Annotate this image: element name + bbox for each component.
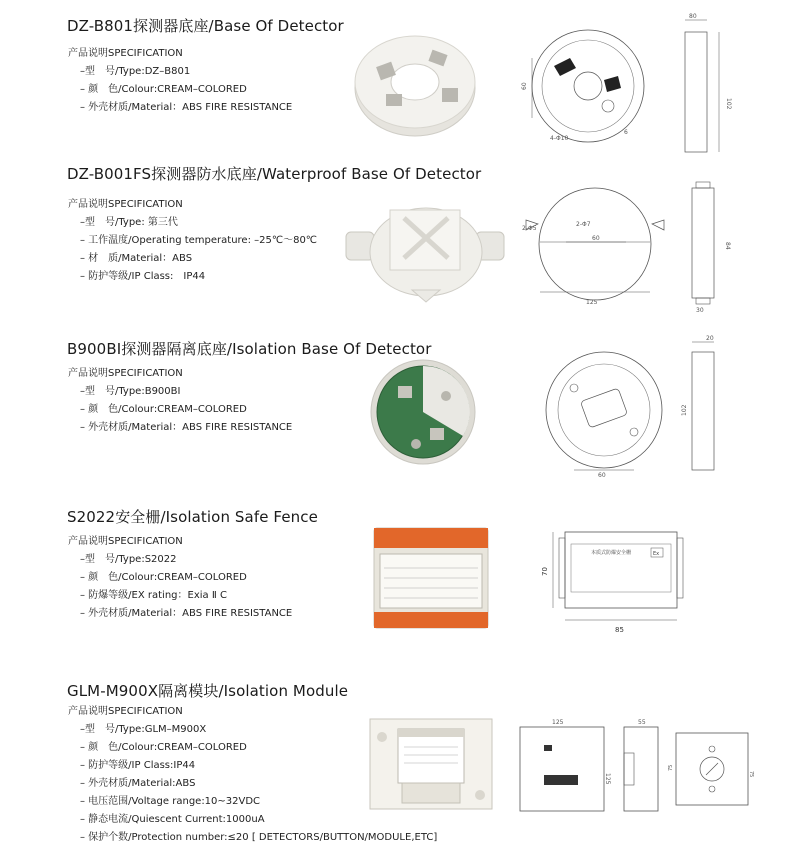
spec-line: – 颜 色/Colour:CREAM–COLORED: [80, 404, 247, 415]
dim-label: 85: [615, 626, 624, 634]
spec-header: 产品说明SPECIFICATION: [68, 706, 183, 717]
spec-line: –型 号/Type: 第三代: [80, 217, 178, 228]
technical-drawing-side: [675, 12, 735, 157]
dim-label: 125: [586, 299, 598, 306]
dim-label: 6: [624, 129, 628, 136]
product-title: S2022安全栅/Isolation Safe Fence: [67, 508, 318, 526]
spec-header: 产品说明SPECIFICATION: [68, 199, 183, 210]
dim-label: 2-Φ5: [522, 225, 537, 232]
product-photo-waterproof-base: [342, 190, 512, 305]
dim-label: 84: [724, 242, 731, 250]
spec-line: – 防爆等级/EX rating：Exia Ⅱ C: [80, 590, 227, 601]
dim-label: 2-Φ7: [576, 221, 591, 228]
spec-block: [68, 365, 292, 437]
product-title: GLM-M900X隔离模块/Isolation Module: [67, 682, 349, 700]
spec-line: –型 号/Type:DZ–B801: [80, 66, 191, 77]
dim-label: 125: [552, 719, 564, 726]
dim-label: 70: [541, 567, 549, 576]
technical-drawing-front: [520, 182, 670, 312]
dim-label: 125: [604, 773, 611, 785]
dim-label: 4-Φ10: [550, 135, 569, 142]
spec-line: – 外壳材质/Material:ABS: [80, 778, 196, 789]
spec-line: – 颜 色/Colour:CREAM–COLORED: [80, 572, 247, 583]
technical-drawing-front: [541, 522, 695, 637]
spec-line: – 颜 色/Colour:CREAM–COLORED: [80, 84, 247, 95]
technical-drawing-side: [680, 180, 740, 315]
product-photo-base: [350, 22, 480, 142]
spec-line: – 防护等级/IP Class: IP44: [80, 271, 206, 282]
dim-label: 60: [592, 235, 600, 242]
technical-drawing-front: [512, 717, 612, 817]
product-photo-safe-fence: [368, 524, 496, 632]
dim-label: 75: [668, 764, 674, 771]
spec-header: 产品说明SPECIFICATION: [68, 368, 183, 379]
product-title: DZ-B801探测器底座/Base Of Detector: [67, 17, 344, 35]
label-text: 本质式防爆安全栅: [591, 550, 632, 556]
spec-line: – 工作温度/Operating temperature: –25℃～80℃: [80, 235, 318, 246]
dim-label: 55: [638, 719, 646, 726]
product-title: DZ-B001FS探测器防水底座/Waterproof Base Of Detector: [67, 165, 482, 183]
dim-label: 20: [706, 335, 714, 342]
dim-label: 60: [598, 472, 606, 479]
product-photo-isolation-base: [368, 352, 478, 472]
spec-line: –型 号/Type:B900BI: [80, 386, 181, 397]
spec-line: – 外壳材质/Material：ABS FIRE RESISTANCE: [80, 422, 293, 433]
dim-label: 30: [696, 307, 704, 314]
spec-line: – 材 质/Material：ABS: [80, 253, 193, 264]
technical-drawing-side: [618, 717, 666, 817]
spec-line: – 防护等级/IP Class:IP44: [80, 760, 196, 771]
spec-line: – 静态电流/Quiescent Current:1000uA: [80, 814, 265, 825]
spec-block: [68, 45, 292, 117]
product-section-waterproof-base: [0, 160, 802, 330]
technical-drawing-side: [680, 330, 740, 480]
spec-line: – 颜 色/Colour:CREAM–COLORED: [80, 742, 247, 753]
dim-label: 102: [681, 404, 688, 416]
spec-header: 产品说明SPECIFICATION: [68, 536, 183, 547]
dim-label: 102: [725, 98, 732, 110]
spec-block: [68, 533, 292, 623]
spec-block: [68, 196, 317, 286]
dim-label: 80: [689, 13, 697, 20]
product-section-safe-fence: [0, 500, 802, 670]
product-title: B900BI探测器隔离底座/Isolation Base Of Detector: [67, 340, 432, 358]
technical-drawing-front: [540, 348, 670, 478]
product-photo-isolation-module: [368, 717, 494, 813]
dim-label: 60: [521, 82, 528, 90]
spec-line: –型 号/Type:S2022: [80, 554, 177, 565]
spec-line: –型 号/Type:GLM–M900X: [80, 724, 207, 735]
ex-mark: Ex: [653, 551, 660, 557]
spec-line: – 外壳材质/Material：ABS FIRE RESISTANCE: [80, 102, 293, 113]
spec-line: – 保护个数/Protection number:≤20 [ DETECTORS/BUTTON/MODULE,ETC]: [80, 832, 438, 843]
product-section-base-of-detector: [0, 0, 802, 160]
spec-line: – 电压范围/Voltage range:10~32VDC: [80, 796, 261, 807]
technical-drawing-front: [520, 18, 660, 153]
product-section-isolation-module: [0, 675, 802, 845]
dim-label: 75: [748, 771, 754, 778]
technical-drawing-back: [670, 727, 752, 811]
product-section-isolation-base: [0, 330, 802, 500]
spec-header: 产品说明SPECIFICATION: [68, 48, 183, 59]
spec-line: – 外壳材质/Material：ABS FIRE RESISTANCE: [80, 608, 293, 619]
